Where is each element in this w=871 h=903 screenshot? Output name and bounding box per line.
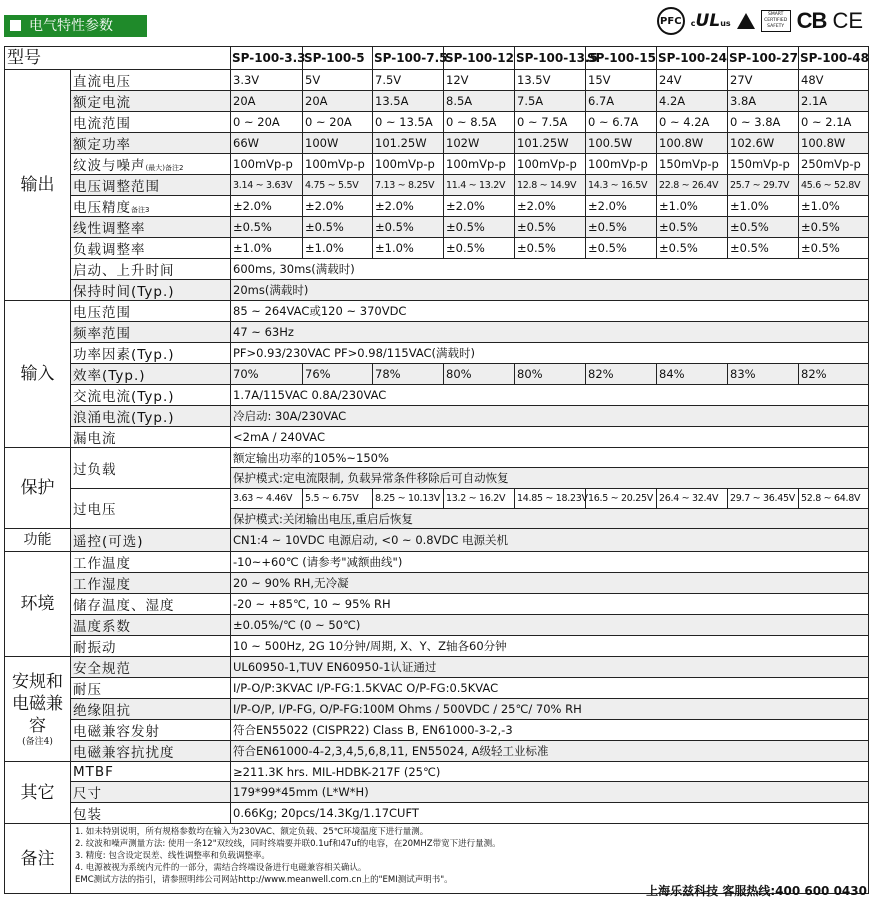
table-cell: PF>0.93/230VAC PF>0.98/115VAC(满载时): [231, 343, 869, 364]
row-label: 纹波与噪声(最大)备注2: [71, 154, 231, 175]
value-cell: 27V: [728, 70, 799, 91]
category-environment: 环境: [5, 552, 71, 657]
row-label: 遥控(可选): [71, 529, 231, 552]
table-row: [5, 91, 869, 112]
row-label: 电压调整范围: [71, 175, 231, 196]
value-cell: 45.6 ~ 52.8V: [799, 175, 869, 196]
note-line: 1. 如未特别说明，所有规格参数均在输入为230VAC、额定负载、25℃环境温度下进行量测。: [75, 827, 429, 838]
value-cell: 250mVp-p: [799, 154, 869, 175]
value-cell: 7.5V: [373, 70, 444, 91]
value-cell: ±1.0%: [231, 238, 303, 259]
table-row: [5, 322, 869, 343]
certification-logos: [657, 5, 863, 37]
table-row: [5, 803, 869, 824]
table-cell: 85 ~ 264VAC或120 ~ 370VDC: [231, 301, 869, 322]
value-cell: 100mVp-p: [373, 154, 444, 175]
table-cell: 保护模式:定电流限制, 负载异常条件移除后可自动恢复: [231, 468, 869, 488]
value-cell: 13.5V: [515, 70, 586, 91]
row-label: 功率因素(Typ.): [71, 343, 231, 364]
model-name: SP-100-24: [657, 47, 728, 70]
table-row: [5, 594, 869, 615]
value-cell: 0 ~ 2.1A: [799, 112, 869, 133]
row-label: 温度系数: [71, 615, 231, 636]
value-cell: 2.1A: [799, 91, 869, 112]
row-label: 漏电流: [71, 427, 231, 448]
value-cell: ±0.5%: [231, 217, 303, 238]
value-cell: 100mVp-p: [231, 154, 303, 175]
value-cell: ±1.0%: [373, 238, 444, 259]
table-row: [5, 112, 869, 133]
model-name: SP-100-48: [799, 47, 869, 70]
value-cell: ±0.5%: [515, 238, 586, 259]
value-cell: 11.4 ~ 13.2V: [444, 175, 515, 196]
value-cell: ±1.0%: [657, 196, 728, 217]
category-protection: 保护: [5, 448, 71, 529]
contact-hotline: 上海乐兹科技 客服热线:400 600 0430: [646, 884, 867, 898]
row-label: 过负载: [71, 448, 231, 489]
value-cell: 0 ~ 13.5A: [373, 112, 444, 133]
value-cell: 100W: [303, 133, 373, 154]
value-cell: 26.4 ~ 32.4V: [657, 488, 728, 508]
row-label: 交流电流(Typ.): [71, 385, 231, 406]
model-header: 型号: [5, 47, 231, 70]
table-cell: 47 ~ 63Hz: [231, 322, 869, 343]
value-cell: 48V: [799, 70, 869, 91]
value-cell: 0 ~ 20A: [303, 112, 373, 133]
model-name: SP-100-3.3: [231, 47, 303, 70]
table-row: [5, 636, 869, 657]
value-cell: 66W: [231, 133, 303, 154]
value-cell: 76%: [303, 364, 373, 385]
row-label: 额定电流: [71, 91, 231, 112]
value-cell: ±0.5%: [799, 217, 869, 238]
table-cell: 20 ~ 90% RH,无冷凝: [231, 573, 869, 594]
value-cell: 12.8 ~ 14.9V: [515, 175, 586, 196]
table-row: [5, 699, 869, 720]
table-cell: ±0.05%/℃ (0 ~ 50℃): [231, 615, 869, 636]
value-cell: 0 ~ 8.5A: [444, 112, 515, 133]
table-row: [5, 573, 869, 594]
row-label: 工作湿度: [71, 573, 231, 594]
table-row: [5, 364, 869, 385]
table-cell: 符合EN61000-4-2,3,4,5,6,8,11, EN55024, A级轻工业标准: [231, 741, 869, 762]
table-cell: <2mA / 240VAC: [231, 427, 869, 448]
value-cell: 4.75 ~ 5.5V: [303, 175, 373, 196]
row-label: 效率(Typ.): [71, 364, 231, 385]
value-cell: 20A: [231, 91, 303, 112]
value-cell: 14.3 ~ 16.5V: [586, 175, 657, 196]
row-label: 电压范围: [71, 301, 231, 322]
table-cell: I/P-O/P, I/P-FG, O/P-FG:100M Ohms / 500VDC / 25℃/ 70% RH: [231, 699, 869, 720]
value-cell: 100.5W: [586, 133, 657, 154]
value-cell: 83%: [728, 364, 799, 385]
category-output: 输出: [5, 70, 71, 301]
value-cell: ±0.5%: [515, 217, 586, 238]
row-label: 包装: [71, 803, 231, 824]
value-cell: 8.5A: [444, 91, 515, 112]
label-note: (最大)备注2: [145, 164, 184, 172]
model-name: SP-100-12: [444, 47, 515, 70]
value-cell: 101.25W: [373, 133, 444, 154]
ul-logo-icon: cULus: [690, 11, 731, 31]
table-cell: UL60950-1,TUV EN60950-1认证通过: [231, 657, 869, 678]
table-row: [5, 217, 869, 238]
value-cell: 29.7 ~ 36.45V: [728, 488, 799, 508]
value-cell: 100.8W: [799, 133, 869, 154]
table-cell: 保护模式:关闭输出电压,重启后恢复: [231, 508, 869, 528]
value-cell: 150mVp-p: [728, 154, 799, 175]
model-name: SP-100-27: [728, 47, 799, 70]
value-cell: ±0.5%: [303, 217, 373, 238]
row-label: 保持时间(Typ.): [71, 280, 231, 301]
table-cell: 0.66Kg; 20pcs/14.3Kg/1.17CUFT: [231, 803, 869, 824]
row-label: 耐振动: [71, 636, 231, 657]
value-cell: 0 ~ 3.8A: [728, 112, 799, 133]
table-row: [5, 175, 869, 196]
value-cell: 82%: [586, 364, 657, 385]
row-label: 频率范围: [71, 322, 231, 343]
table-row: [5, 259, 869, 280]
row-label: 启动、上升时间: [71, 259, 231, 280]
table-row: [5, 301, 869, 322]
value-cell: 78%: [373, 364, 444, 385]
value-cell: 80%: [444, 364, 515, 385]
value-cell: 52.8 ~ 64.8V: [799, 488, 869, 508]
table-row: [5, 657, 869, 678]
row-label: 电压精度备注3: [71, 196, 231, 217]
value-cell: 102W: [444, 133, 515, 154]
row-label: 电磁兼容发射: [71, 720, 231, 741]
table-cell: 冷启动: 30A/230VAC: [231, 406, 869, 427]
row-label: 安全规范: [71, 657, 231, 678]
table-row: [5, 47, 869, 70]
smart-certified-icon: SMART CERTIFIED SAFETY: [761, 10, 791, 32]
value-cell: 16.5 ~ 20.25V: [586, 488, 657, 508]
value-cell: ±0.5%: [799, 238, 869, 259]
table-row: [5, 529, 869, 552]
table-row: [5, 720, 869, 741]
value-cell: 100.8W: [657, 133, 728, 154]
value-cell: 102.6W: [728, 133, 799, 154]
row-label: 尺寸: [71, 782, 231, 803]
value-cell: ±2.0%: [373, 196, 444, 217]
note-line: 4. 电源被视为系统内元件的一部分，需结合终端设备进行电磁兼容相关确认。: [75, 863, 367, 874]
cb-logo-icon: CB: [796, 8, 827, 33]
table-cell: I/P-O/P:3KVAC I/P-FG:1.5KVAC O/P-FG:0.5KVAC: [231, 678, 869, 699]
value-cell: 101.25W: [515, 133, 586, 154]
value-cell: ±2.0%: [303, 196, 373, 217]
model-name: SP-100-7.5: [373, 47, 444, 70]
value-cell: 20A: [303, 91, 373, 112]
category-input: 输入: [5, 301, 71, 448]
table-cell: 600ms, 30ms(满载时): [231, 259, 869, 280]
value-cell: 7.5A: [515, 91, 586, 112]
value-cell: 100mVp-p: [586, 154, 657, 175]
value-cell: ±0.5%: [586, 238, 657, 259]
value-cell: ±0.5%: [373, 217, 444, 238]
value-cell: ±0.5%: [444, 217, 515, 238]
row-label: 浪涌电流(Typ.): [71, 406, 231, 427]
ce-logo-icon: CE: [832, 8, 863, 33]
value-cell: 100mVp-p: [515, 154, 586, 175]
table-cell: ≥211.3K hrs. MIL-HDBK-217F (25℃): [231, 762, 869, 782]
table-row: [5, 448, 869, 468]
value-cell: 5.5 ~ 6.75V: [303, 488, 373, 508]
value-cell: 3.14 ~ 3.63V: [231, 175, 303, 196]
value-cell: 150mVp-p: [657, 154, 728, 175]
table-row: [5, 154, 869, 175]
row-label: 负载调整率: [71, 238, 231, 259]
value-cell: 3.8A: [728, 91, 799, 112]
value-cell: 82%: [799, 364, 869, 385]
value-cell: ±0.5%: [728, 238, 799, 259]
row-label: 线性调整率: [71, 217, 231, 238]
row-label: 电磁兼容抗扰度: [71, 741, 231, 762]
section-title: 电气特性参数: [29, 18, 113, 34]
category-function: 功能: [5, 529, 71, 552]
row-label: 储存温度、湿度: [71, 594, 231, 615]
value-cell: ±0.5%: [657, 238, 728, 259]
value-cell: 22.8 ~ 26.4V: [657, 175, 728, 196]
row-label: MTBF: [71, 762, 231, 782]
value-cell: ±1.0%: [303, 238, 373, 259]
table-row: [5, 70, 869, 91]
model-name: SP-100-15: [586, 47, 657, 70]
value-cell: 0 ~ 7.5A: [515, 112, 586, 133]
model-name: SP-100-13.5: [515, 47, 586, 70]
spec-table: [4, 46, 869, 894]
table-cell: 20ms(满载时): [231, 280, 869, 301]
category-safety-emc: 安规和电磁兼容 (备注4): [5, 657, 71, 762]
value-cell: ±0.5%: [728, 217, 799, 238]
tuv-triangle-icon: [737, 13, 755, 29]
table-row: [5, 552, 869, 573]
table-row: [5, 196, 869, 217]
value-cell: 5V: [303, 70, 373, 91]
label-note: 备注3: [131, 206, 150, 214]
note-line: EMC测试方法的指引，请参照明纬公司网站http://www.meanwell.com.cn上的"EMI测试声明书"。: [75, 875, 453, 886]
value-cell: ±0.5%: [657, 217, 728, 238]
table-row: [5, 678, 869, 699]
value-cell: 3.3V: [231, 70, 303, 91]
table-row: [5, 343, 869, 364]
table-row: [5, 133, 869, 154]
category-other: 其它: [5, 762, 71, 824]
table-cell: -10~+60℃ (请参考"减额曲线"): [231, 552, 869, 573]
table-row: [5, 488, 869, 508]
table-row: [5, 406, 869, 427]
table-row: [5, 741, 869, 762]
table-row: [5, 427, 869, 448]
value-cell: ±1.0%: [728, 196, 799, 217]
value-cell: 13.5A: [373, 91, 444, 112]
section-header: [4, 15, 147, 37]
value-cell: 100mVp-p: [444, 154, 515, 175]
row-label: 直流电压: [71, 70, 231, 91]
table-cell: 符合EN55022 (CISPR22) Class B, EN61000-3-2,-3: [231, 720, 869, 741]
row-label: 过电压: [71, 488, 231, 529]
table-row: [5, 782, 869, 803]
value-cell: 12V: [444, 70, 515, 91]
value-cell: ±1.0%: [799, 196, 869, 217]
value-cell: 0 ~ 20A: [231, 112, 303, 133]
table-row: [5, 762, 869, 782]
value-cell: ±2.0%: [444, 196, 515, 217]
table-row: [5, 615, 869, 636]
value-cell: 13.2 ~ 16.2V: [444, 488, 515, 508]
value-cell: 15V: [586, 70, 657, 91]
value-cell: 70%: [231, 364, 303, 385]
row-label: 电流范围: [71, 112, 231, 133]
table-cell: 179*99*45mm (L*W*H): [231, 782, 869, 803]
note-line: 3. 精度: 包含设定误差、线性调整率和负载调整率。: [75, 851, 270, 862]
row-label: 耐压: [71, 678, 231, 699]
value-cell: 25.7 ~ 29.7V: [728, 175, 799, 196]
value-cell: 0 ~ 6.7A: [586, 112, 657, 133]
value-cell: 6.7A: [586, 91, 657, 112]
table-cell: 10 ~ 500Hz, 2G 10分钟/周期, X、Y、Z轴各60分钟: [231, 636, 869, 657]
table-cell: -20 ~ +85℃, 10 ~ 95% RH: [231, 594, 869, 615]
value-cell: 4.2A: [657, 91, 728, 112]
value-cell: 80%: [515, 364, 586, 385]
value-cell: 100mVp-p: [303, 154, 373, 175]
value-cell: 7.13 ~ 8.25V: [373, 175, 444, 196]
value-cell: ±2.0%: [231, 196, 303, 217]
value-cell: ±2.0%: [586, 196, 657, 217]
value-cell: 24V: [657, 70, 728, 91]
safety-note-ref: (备注4): [22, 737, 53, 748]
row-label: 工作温度: [71, 552, 231, 573]
table-cell: CN1:4 ~ 10VDC 电源启动, <0 ~ 0.8VDC 电源关机: [231, 529, 869, 552]
square-icon: [10, 20, 21, 31]
table-row: [5, 238, 869, 259]
value-cell: 0 ~ 4.2A: [657, 112, 728, 133]
value-cell: 84%: [657, 364, 728, 385]
table-row: [5, 385, 869, 406]
value-cell: 14.85 ~ 18.23V: [515, 488, 586, 508]
table-cell: 1.7A/115VAC 0.8A/230VAC: [231, 385, 869, 406]
value-cell: ±0.5%: [586, 217, 657, 238]
table-cell: 额定输出功率的105%~150%: [231, 448, 869, 468]
table-row: [5, 280, 869, 301]
note-line: 2. 纹波和噪声测量方法: 使用一条12"双绞线，同时终端要并联0.1uf和47uf的电容，在20MHZ带宽下进行量测。: [75, 839, 501, 850]
value-cell: 8.25 ~ 10.13V: [373, 488, 444, 508]
value-cell: 3.63 ~ 4.46V: [231, 488, 303, 508]
value-cell: ±2.0%: [515, 196, 586, 217]
model-name: SP-100-5: [303, 47, 373, 70]
row-label: 额定功率: [71, 133, 231, 154]
category-remarks: 备注: [5, 824, 71, 894]
value-cell: ±0.5%: [444, 238, 515, 259]
row-label: 绝缘阻抗: [71, 699, 231, 720]
pfc-logo-icon: PFC: [657, 7, 685, 35]
